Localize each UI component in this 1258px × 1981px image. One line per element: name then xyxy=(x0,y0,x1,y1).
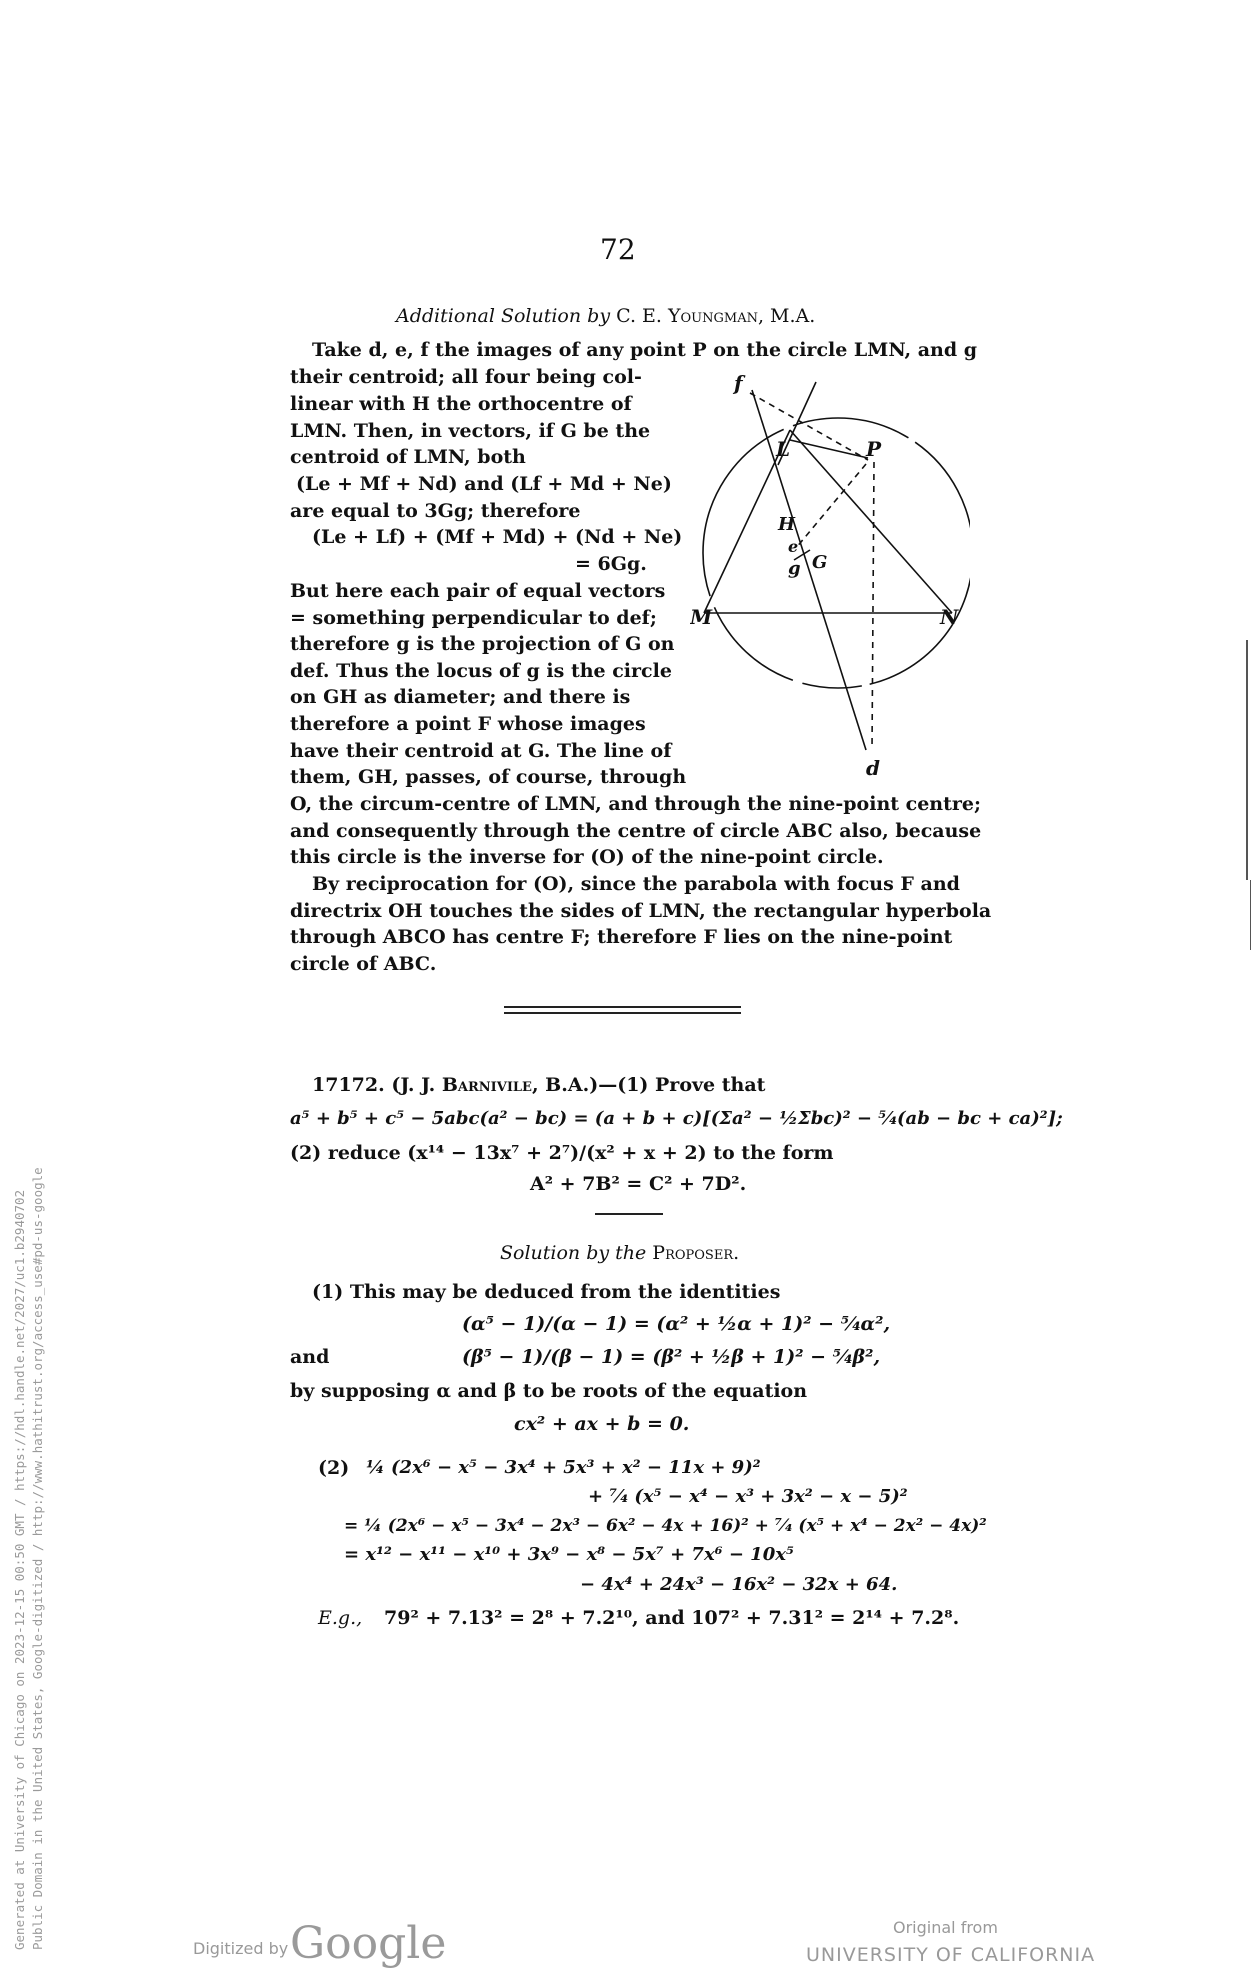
text-line: on GH as diameter; and there is xyxy=(290,686,631,708)
circle-lmn xyxy=(703,418,970,688)
university-label: UNIVERSITY OF CALIFORNIA xyxy=(806,1944,1096,1966)
digitized-by-label: Digitized by xyxy=(193,1939,289,1958)
text-line: (Le + Mf + Nd) and (Lf + Md + Ne) xyxy=(296,473,672,495)
solution-heading-italic: Solution by the xyxy=(500,1242,647,1264)
label-L: L xyxy=(776,437,791,461)
equation: + ⁷⁄₄ (x⁵ − x⁴ − x³ + 3x² − x − 5)² xyxy=(588,1486,908,1507)
text-line: them, GH, passes, of course, through xyxy=(290,766,687,788)
text-line: through ABCO has centre F; therefore F lies on the nine-point xyxy=(290,926,953,948)
text-line: Take d, e, f the images of any point P on the circle LMN, and g xyxy=(312,339,978,361)
text-line: By reciprocation for (O), since the parabola with focus F and xyxy=(312,873,960,895)
label-g: g xyxy=(788,558,801,579)
label-d: d xyxy=(866,756,880,780)
additional-solution-heading xyxy=(396,303,815,330)
text-line: (Le + Lf) + (Mf + Md) + (Nd + Ne) xyxy=(312,526,683,548)
equation: a⁵ + b⁵ + c⁵ − 5abc(a² − bc) = (a + b + c)[(Σa² − ½Σbc)² − ⁵⁄₄(ab − bc + ca)²]; xyxy=(290,1108,1063,1129)
text-line: def. Thus the locus of g is the circle xyxy=(290,660,672,682)
equation: A² + 7B² = C² + 7D². xyxy=(530,1173,747,1195)
equation: 79² + 7.13² = 2⁸ + 7.2¹⁰, and 107² + 7.31² = 2¹⁴ + 7.2⁸. xyxy=(384,1607,960,1629)
text-line: = something perpendicular to def; xyxy=(290,607,657,629)
text-line: (2) reduce (x¹⁴ − 13x⁷ + 2⁷)/(x² + x + 2) to the form xyxy=(290,1142,834,1164)
hathitrust-watermark-line2: Public Domain in the United States, Google-digitized / http://www.hathitrust.org/access_use#pd-us-google xyxy=(30,1167,45,1950)
label-P: P xyxy=(866,437,882,461)
label-N: N xyxy=(940,605,959,629)
text-line: (1) This may be deduced from the identities xyxy=(312,1281,781,1303)
text-line: this circle is the inverse for (O) of the nine-point circle. xyxy=(290,846,884,868)
equation: = ¼ (2x⁶ − x⁵ − 3x⁴ − 2x³ − 6x² − 4x + 16)² + ⁷⁄₄ (x⁵ + x⁴ − 2x² − 4x)² xyxy=(344,1516,987,1536)
equation: (α⁵ − 1)/(α − 1) = (α² + ½α + 1)² − ⁵⁄₄α², xyxy=(462,1313,891,1335)
equation: = x¹² − x¹¹ − x¹⁰ + 3x⁹ − x⁸ − 5x⁷ + 7x⁶ − 10x⁵ xyxy=(344,1544,794,1565)
label-e: e xyxy=(788,537,799,556)
text-line: therefore a point F whose images xyxy=(290,713,646,735)
google-logo: Google xyxy=(290,1918,447,1969)
equation: (β⁵ − 1)/(β − 1) = (β² + ½β + 1)² − ⁵⁄₄β², xyxy=(462,1346,881,1368)
text-line: (2) xyxy=(318,1457,350,1479)
hathitrust-watermark-line1: Generated at University of Chicago on 2023-12-15 00:50 GMT / https://hdl.handle.net/2027/uc1.b2940702 xyxy=(12,1189,27,1950)
solution-heading xyxy=(500,1240,739,1267)
text-line: O, the circum-centre of LMN, and through the nine-point centre; xyxy=(290,793,982,815)
solution-heading-author: Proposer. xyxy=(652,1242,740,1264)
page-number: 72 xyxy=(600,233,636,266)
original-from-label: Original from xyxy=(893,1918,998,1937)
text-line: E.g., xyxy=(318,1607,363,1629)
label-f: f xyxy=(734,371,743,395)
section-divider xyxy=(504,1012,741,1014)
problem-intro: —(1) Prove that xyxy=(598,1074,766,1096)
short-divider xyxy=(595,1213,663,1215)
line-l-p xyxy=(790,440,868,458)
text-line: are equal to 3Gg; therefore xyxy=(290,500,581,522)
problem-statement-line xyxy=(312,1072,765,1099)
dashed-pd xyxy=(872,462,874,750)
text-line: = 6Gg. xyxy=(575,553,647,575)
heading-italic: Additional Solution by xyxy=(396,305,611,327)
text-line: linear with H the orthocentre of xyxy=(290,393,632,415)
section-divider xyxy=(504,1006,741,1008)
text-line: their centroid; all four being col- xyxy=(290,366,642,388)
problem-author: (J. J. Barnivile, B.A.) xyxy=(391,1074,599,1096)
text-line: But here each pair of equal vectors xyxy=(290,580,666,602)
text-line: have their centroid at G. The line of xyxy=(290,740,672,762)
label-H: H xyxy=(778,514,796,535)
equation: − 4x⁴ + 24x³ − 16x² − 32x + 64. xyxy=(580,1574,898,1595)
text-line: by supposing α and β to be roots of the equation xyxy=(290,1380,808,1402)
text-line: and consequently through the centre of circle ABC also, because xyxy=(290,820,982,842)
dashed-fp xyxy=(750,393,868,460)
equation: ¼ (2x⁶ − x⁵ − 3x⁴ + 5x³ + x² − 11x + 9)² xyxy=(366,1457,761,1478)
scan-edge-bar xyxy=(1250,880,1251,950)
text-line: circle of ABC. xyxy=(290,953,437,975)
text-line: therefore g is the projection of G on xyxy=(290,633,675,655)
text-line: centroid of LMN, both xyxy=(290,446,526,468)
geometry-figure xyxy=(690,370,970,780)
text-line: and xyxy=(290,1346,330,1368)
scan-edge-bar xyxy=(1246,640,1248,880)
text-line: directrix OH touches the sides of LMN, the rectangular hyperbola xyxy=(290,900,992,922)
heading-author: C. E. Youngman, M.A. xyxy=(616,305,816,327)
problem-number: 17172. xyxy=(312,1074,385,1096)
label-G: G xyxy=(812,552,828,573)
text-line: LMN. Then, in vectors, if G be the xyxy=(290,420,651,442)
equation: cx² + ax + b = 0. xyxy=(514,1413,690,1435)
label-M: M xyxy=(690,605,713,629)
